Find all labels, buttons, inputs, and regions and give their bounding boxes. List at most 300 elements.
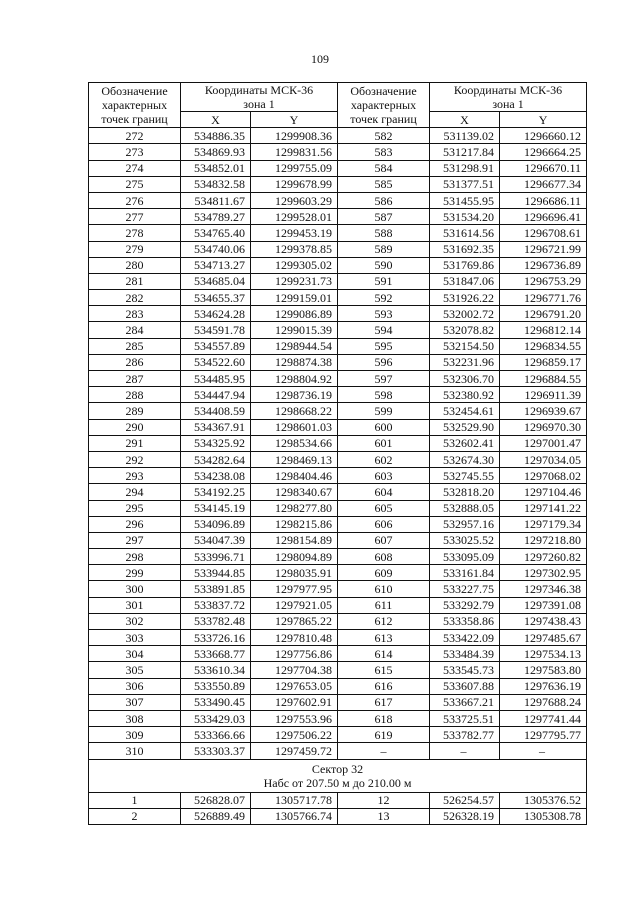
right-y-coordinate: 1296970.30 [500, 419, 587, 435]
right-x-coordinate: 533227.75 [430, 581, 500, 597]
right-x-coordinate: 531217.84 [430, 144, 500, 160]
left-point-number: 275 [89, 176, 181, 192]
right-point-number: 582 [338, 128, 430, 144]
left-y-coordinate: 1298804.92 [251, 371, 338, 387]
left-x-coordinate: 534522.60 [181, 354, 251, 370]
left-y-coordinate: 1298736.19 [251, 387, 338, 403]
left-point-number: 304 [89, 646, 181, 662]
left-point-number: 278 [89, 225, 181, 241]
coordinates-table [88, 82, 587, 825]
left-y-coordinate: 1305766.74 [251, 808, 338, 824]
left-y-coordinate: 1298154.89 [251, 532, 338, 548]
left-y-coordinate: 1298277.80 [251, 500, 338, 516]
right-y-coordinate: 1297104.46 [500, 484, 587, 500]
right-point-number: 602 [338, 451, 430, 467]
header-row-1 [89, 83, 587, 112]
right-x-coordinate: 531377.51 [430, 176, 500, 192]
right-x-coordinate: 532231.96 [430, 354, 500, 370]
left-point-number: 298 [89, 549, 181, 565]
right-point-number: 610 [338, 581, 430, 597]
left-point-number: 288 [89, 387, 181, 403]
right-x-coordinate: 531692.35 [430, 241, 500, 257]
left-point-number: 305 [89, 662, 181, 678]
right-y-coordinate: 1296677.34 [500, 176, 587, 192]
table-row [89, 743, 587, 759]
table-row [89, 419, 587, 435]
left-x-coordinate: 534869.93 [181, 144, 251, 160]
left-x-coordinate: 534192.25 [181, 484, 251, 500]
right-point-number: 596 [338, 354, 430, 370]
left-x-coordinate: 533490.45 [181, 694, 251, 710]
left-point-number: 2 [89, 808, 181, 824]
left-x-coordinate: 533366.66 [181, 727, 251, 743]
right-point-number: 586 [338, 192, 430, 208]
left-x-coordinate: 533837.72 [181, 597, 251, 613]
left-point-number: 280 [89, 257, 181, 273]
left-y-coordinate: 1298668.22 [251, 403, 338, 419]
table-row [89, 565, 587, 581]
left-point-number: 279 [89, 241, 181, 257]
right-x-coordinate: 532818.20 [430, 484, 500, 500]
table-row [89, 273, 587, 289]
right-x-coordinate: 533292.79 [430, 597, 500, 613]
left-x-coordinate: 533550.89 [181, 678, 251, 694]
left-y-coordinate: 1298469.13 [251, 451, 338, 467]
right-y-coordinate: 1296753.29 [500, 273, 587, 289]
left-point-number: 296 [89, 516, 181, 532]
table-row [89, 792, 587, 808]
table-row [89, 727, 587, 743]
left-y-coordinate: 1297506.22 [251, 727, 338, 743]
left-x-coordinate: 534367.91 [181, 419, 251, 435]
table-row [89, 808, 587, 824]
left-x-coordinate: 534096.89 [181, 516, 251, 532]
right-y-coordinate: 1296771.76 [500, 290, 587, 306]
right-y-coordinate: 1297218.80 [500, 532, 587, 548]
left-x-coordinate: 533726.16 [181, 630, 251, 646]
right-point-number: 619 [338, 727, 430, 743]
left-x-coordinate: 534485.95 [181, 371, 251, 387]
left-point-number: 285 [89, 338, 181, 354]
left-x-coordinate: 534655.37 [181, 290, 251, 306]
left-y-coordinate: 1299231.73 [251, 273, 338, 289]
left-x-coordinate: 526889.49 [181, 808, 251, 824]
right-point-number: 607 [338, 532, 430, 548]
left-x-coordinate: 534325.92 [181, 435, 251, 451]
left-point-number: 282 [89, 290, 181, 306]
table-row [89, 581, 587, 597]
left-x-coordinate: 534591.78 [181, 322, 251, 338]
right-point-number: 613 [338, 630, 430, 646]
table-row [89, 549, 587, 565]
right-x-coordinate: 532002.72 [430, 306, 500, 322]
table-row [89, 630, 587, 646]
right-point-number: 597 [338, 371, 430, 387]
right-x-coordinate: 532745.55 [430, 468, 500, 484]
table-row [89, 387, 587, 403]
right-x-coordinate: 533667.21 [430, 694, 500, 710]
right-x-coordinate: 533545.73 [430, 662, 500, 678]
right-point-number: 584 [338, 160, 430, 176]
left-point-number: 284 [89, 322, 181, 338]
left-y-coordinate: 1297704.38 [251, 662, 338, 678]
table-row [89, 678, 587, 694]
left-x-coordinate: 534447.94 [181, 387, 251, 403]
left-point-number: 309 [89, 727, 181, 743]
left-y-coordinate: 1297810.48 [251, 630, 338, 646]
right-x-coordinate: 531139.02 [430, 128, 500, 144]
left-y-coordinate: 1299603.29 [251, 192, 338, 208]
left-x-coordinate: 533944.85 [181, 565, 251, 581]
right-point-number: 583 [338, 144, 430, 160]
left-point-number: 295 [89, 500, 181, 516]
left-point-number: 294 [89, 484, 181, 500]
left-x-coordinate: 533668.77 [181, 646, 251, 662]
left-x-coordinate: 534886.35 [181, 128, 251, 144]
left-x-coordinate: 534238.08 [181, 468, 251, 484]
right-x-coordinate: 533782.77 [430, 727, 500, 743]
right-x-coordinate: 532078.82 [430, 322, 500, 338]
table-row [89, 306, 587, 322]
left-y-coordinate: 1297602.91 [251, 694, 338, 710]
left-y-coordinate: 1297977.95 [251, 581, 338, 597]
right-x-coordinate: 533725.51 [430, 710, 500, 726]
right-x-coordinate: 532602.41 [430, 435, 500, 451]
right-x-coordinate: 533484.39 [430, 646, 500, 662]
right-y-coordinate: 1297795.77 [500, 727, 587, 743]
right-x-coordinate: 533161.84 [430, 565, 500, 581]
right-point-number: 618 [338, 710, 430, 726]
right-y-coordinate: 1296859.17 [500, 354, 587, 370]
left-y-coordinate: 1298601.03 [251, 419, 338, 435]
left-x-coordinate: 533610.34 [181, 662, 251, 678]
right-point-number: 589 [338, 241, 430, 257]
left-y-coordinate: 1299678.99 [251, 176, 338, 192]
left-point-number: 301 [89, 597, 181, 613]
table-row [89, 710, 587, 726]
right-point-number: 592 [338, 290, 430, 306]
left-x-coordinate: 534145.19 [181, 500, 251, 516]
right-x-coordinate: 533358.86 [430, 613, 500, 629]
left-y-coordinate: 1297459.72 [251, 743, 338, 759]
table-row [89, 435, 587, 451]
right-y-coordinate: 1296696.41 [500, 209, 587, 225]
table-row [89, 176, 587, 192]
table-row [89, 338, 587, 354]
right-y-coordinate: 1297068.02 [500, 468, 587, 484]
table-row [89, 500, 587, 516]
right-x-coordinate: 533607.88 [430, 678, 500, 694]
right-point-number: 615 [338, 662, 430, 678]
right-x-coordinate: 531847.06 [430, 273, 500, 289]
right-y-coordinate: – [500, 743, 587, 759]
x-column-header: X [430, 112, 500, 128]
left-y-coordinate: 1298094.89 [251, 549, 338, 565]
right-y-coordinate: 1305376.52 [500, 792, 587, 808]
left-y-coordinate: 1299831.56 [251, 144, 338, 160]
left-point-number: 283 [89, 306, 181, 322]
table-row [89, 403, 587, 419]
table-row [89, 225, 587, 241]
table-row [89, 694, 587, 710]
right-x-coordinate: 532957.16 [430, 516, 500, 532]
table-row [89, 532, 587, 548]
coords-title-header: Координаты МСК-36 зона 1 [181, 83, 338, 112]
table-row [89, 613, 587, 629]
right-y-coordinate: 1297260.82 [500, 549, 587, 565]
left-x-coordinate: 534832.58 [181, 176, 251, 192]
table-row [89, 597, 587, 613]
right-x-coordinate: 532529.90 [430, 419, 500, 435]
left-y-coordinate: 1299086.89 [251, 306, 338, 322]
right-x-coordinate: 531769.86 [430, 257, 500, 273]
right-y-coordinate: 1297391.08 [500, 597, 587, 613]
page-number: 109 [311, 52, 329, 66]
right-x-coordinate: 532154.50 [430, 338, 500, 354]
right-x-coordinate: 526254.57 [430, 792, 500, 808]
left-point-number: 273 [89, 144, 181, 160]
right-y-coordinate: 1296939.67 [500, 403, 587, 419]
left-y-coordinate: 1298215.86 [251, 516, 338, 532]
right-point-number: 600 [338, 419, 430, 435]
sector-header [89, 759, 587, 792]
left-point-number: 287 [89, 371, 181, 387]
left-point-number: 299 [89, 565, 181, 581]
left-y-coordinate: 1297865.22 [251, 613, 338, 629]
table-row [89, 128, 587, 144]
right-point-number: 599 [338, 403, 430, 419]
left-y-coordinate: 1305717.78 [251, 792, 338, 808]
right-y-coordinate: 1296911.39 [500, 387, 587, 403]
left-point-number: 292 [89, 451, 181, 467]
right-point-number: 593 [338, 306, 430, 322]
left-x-coordinate: 533782.48 [181, 613, 251, 629]
left-point-number: 297 [89, 532, 181, 548]
left-y-coordinate: 1299528.01 [251, 209, 338, 225]
right-point-number: 616 [338, 678, 430, 694]
left-x-coordinate: 533891.85 [181, 581, 251, 597]
right-y-coordinate: 1297179.34 [500, 516, 587, 532]
left-y-coordinate: 1297653.05 [251, 678, 338, 694]
left-x-coordinate: 534852.01 [181, 160, 251, 176]
right-point-number: 590 [338, 257, 430, 273]
table-row [89, 371, 587, 387]
right-x-coordinate: 532454.61 [430, 403, 500, 419]
right-point-number: 603 [338, 468, 430, 484]
table-row [89, 290, 587, 306]
right-x-coordinate: – [430, 743, 500, 759]
right-x-coordinate: 531298.91 [430, 160, 500, 176]
right-x-coordinate: 532306.70 [430, 371, 500, 387]
right-y-coordinate: 1296708.61 [500, 225, 587, 241]
left-x-coordinate: 533303.37 [181, 743, 251, 759]
point-label-header: Обозначение характерных точек границ [89, 83, 181, 128]
left-point-number: 310 [89, 743, 181, 759]
coords-title-header: Координаты МСК-36 зона 1 [430, 83, 587, 112]
right-y-coordinate: 1296721.99 [500, 241, 587, 257]
left-point-number: 290 [89, 419, 181, 435]
table-row [89, 322, 587, 338]
left-point-number: 289 [89, 403, 181, 419]
sector-header-row [89, 759, 587, 792]
right-point-number: 608 [338, 549, 430, 565]
right-y-coordinate: 1296791.20 [500, 306, 587, 322]
right-point-number: 611 [338, 597, 430, 613]
right-point-number: 609 [338, 565, 430, 581]
right-x-coordinate: 531926.22 [430, 290, 500, 306]
left-y-coordinate: 1299159.01 [251, 290, 338, 306]
table-row [89, 144, 587, 160]
right-x-coordinate: 533422.09 [430, 630, 500, 646]
left-x-coordinate: 534557.89 [181, 338, 251, 354]
x-column-header: X [181, 112, 251, 128]
left-y-coordinate: 1298340.67 [251, 484, 338, 500]
left-y-coordinate: 1298404.46 [251, 468, 338, 484]
table-row [89, 451, 587, 467]
right-y-coordinate: 1297438.43 [500, 613, 587, 629]
right-point-number: 605 [338, 500, 430, 516]
left-point-number: 293 [89, 468, 181, 484]
left-x-coordinate: 534047.39 [181, 532, 251, 548]
table-row [89, 160, 587, 176]
right-x-coordinate: 532674.30 [430, 451, 500, 467]
right-x-coordinate: 531614.56 [430, 225, 500, 241]
table-row [89, 241, 587, 257]
left-y-coordinate: 1299453.19 [251, 225, 338, 241]
left-point-number: 286 [89, 354, 181, 370]
right-point-number: 612 [338, 613, 430, 629]
table-row [89, 192, 587, 208]
left-y-coordinate: 1298534.66 [251, 435, 338, 451]
table-row [89, 257, 587, 273]
left-x-coordinate: 534740.06 [181, 241, 251, 257]
left-x-coordinate: 533429.03 [181, 710, 251, 726]
right-point-number: 13 [338, 808, 430, 824]
right-y-coordinate: 1296884.55 [500, 371, 587, 387]
left-y-coordinate: 1299755.09 [251, 160, 338, 176]
left-point-number: 291 [89, 435, 181, 451]
right-point-number: 594 [338, 322, 430, 338]
right-y-coordinate: 1297741.44 [500, 710, 587, 726]
right-y-coordinate: 1305308.78 [500, 808, 587, 824]
left-y-coordinate: 1297553.96 [251, 710, 338, 726]
left-y-coordinate: 1299378.85 [251, 241, 338, 257]
right-y-coordinate: 1297485.67 [500, 630, 587, 646]
left-x-coordinate: 526828.07 [181, 792, 251, 808]
left-x-coordinate: 534713.27 [181, 257, 251, 273]
table-row [89, 646, 587, 662]
left-point-number: 1 [89, 792, 181, 808]
left-point-number: 277 [89, 209, 181, 225]
table-row [89, 662, 587, 678]
left-point-number: 303 [89, 630, 181, 646]
right-x-coordinate: 531455.95 [430, 192, 500, 208]
right-point-number: 604 [338, 484, 430, 500]
table-row [89, 209, 587, 225]
left-x-coordinate: 533996.71 [181, 549, 251, 565]
right-y-coordinate: 1297534.13 [500, 646, 587, 662]
point-label-header: Обозначение характерных точек границ [338, 83, 430, 128]
right-point-number: 588 [338, 225, 430, 241]
right-x-coordinate: 533025.52 [430, 532, 500, 548]
left-x-coordinate: 534282.64 [181, 451, 251, 467]
right-x-coordinate: 531534.20 [430, 209, 500, 225]
left-y-coordinate: 1299015.39 [251, 322, 338, 338]
right-point-number: 617 [338, 694, 430, 710]
left-y-coordinate: 1299908.36 [251, 128, 338, 144]
right-y-coordinate: 1296664.25 [500, 144, 587, 160]
left-point-number: 281 [89, 273, 181, 289]
right-x-coordinate: 526328.19 [430, 808, 500, 824]
y-column-header: Y [500, 112, 587, 128]
sector-title: Сектор 32 [311, 761, 364, 776]
left-x-coordinate: 534685.04 [181, 273, 251, 289]
right-y-coordinate: 1296736.89 [500, 257, 587, 273]
left-point-number: 274 [89, 160, 181, 176]
right-point-number: 585 [338, 176, 430, 192]
right-y-coordinate: 1297583.80 [500, 662, 587, 678]
right-point-number: 601 [338, 435, 430, 451]
right-y-coordinate: 1297636.19 [500, 678, 587, 694]
right-y-coordinate: 1297034.05 [500, 451, 587, 467]
left-y-coordinate: 1298874.38 [251, 354, 338, 370]
right-y-coordinate: 1296812.14 [500, 322, 587, 338]
right-y-coordinate: 1296686.11 [500, 192, 587, 208]
table-row [89, 354, 587, 370]
left-point-number: 308 [89, 710, 181, 726]
right-y-coordinate: 1297141.22 [500, 500, 587, 516]
right-y-coordinate: 1297001.47 [500, 435, 587, 451]
right-y-coordinate: 1297302.95 [500, 565, 587, 581]
right-point-number: – [338, 743, 430, 759]
left-y-coordinate: 1297921.05 [251, 597, 338, 613]
left-point-number: 272 [89, 128, 181, 144]
right-point-number: 614 [338, 646, 430, 662]
left-x-coordinate: 534624.28 [181, 306, 251, 322]
left-x-coordinate: 534408.59 [181, 403, 251, 419]
y-column-header: Y [251, 112, 338, 128]
right-y-coordinate: 1296660.12 [500, 128, 587, 144]
table-row [89, 468, 587, 484]
right-y-coordinate: 1296834.55 [500, 338, 587, 354]
right-point-number: 606 [338, 516, 430, 532]
left-x-coordinate: 534765.40 [181, 225, 251, 241]
table-row [89, 516, 587, 532]
left-point-number: 302 [89, 613, 181, 629]
table-row [89, 484, 587, 500]
right-x-coordinate: 532888.05 [430, 500, 500, 516]
right-point-number: 12 [338, 792, 430, 808]
left-x-coordinate: 534811.67 [181, 192, 251, 208]
right-y-coordinate: 1296670.11 [500, 160, 587, 176]
left-point-number: 276 [89, 192, 181, 208]
left-y-coordinate: 1298035.91 [251, 565, 338, 581]
left-y-coordinate: 1299305.02 [251, 257, 338, 273]
left-y-coordinate: 1297756.86 [251, 646, 338, 662]
right-x-coordinate: 532380.92 [430, 387, 500, 403]
right-point-number: 591 [338, 273, 430, 289]
left-point-number: 307 [89, 694, 181, 710]
right-point-number: 587 [338, 209, 430, 225]
right-point-number: 598 [338, 387, 430, 403]
left-point-number: 306 [89, 678, 181, 694]
sector-subtitle: Набс от 207.50 м до 210.00 м [263, 775, 412, 790]
right-y-coordinate: 1297346.38 [500, 581, 587, 597]
left-y-coordinate: 1298944.54 [251, 338, 338, 354]
left-point-number: 300 [89, 581, 181, 597]
left-x-coordinate: 534789.27 [181, 209, 251, 225]
right-y-coordinate: 1297688.24 [500, 694, 587, 710]
